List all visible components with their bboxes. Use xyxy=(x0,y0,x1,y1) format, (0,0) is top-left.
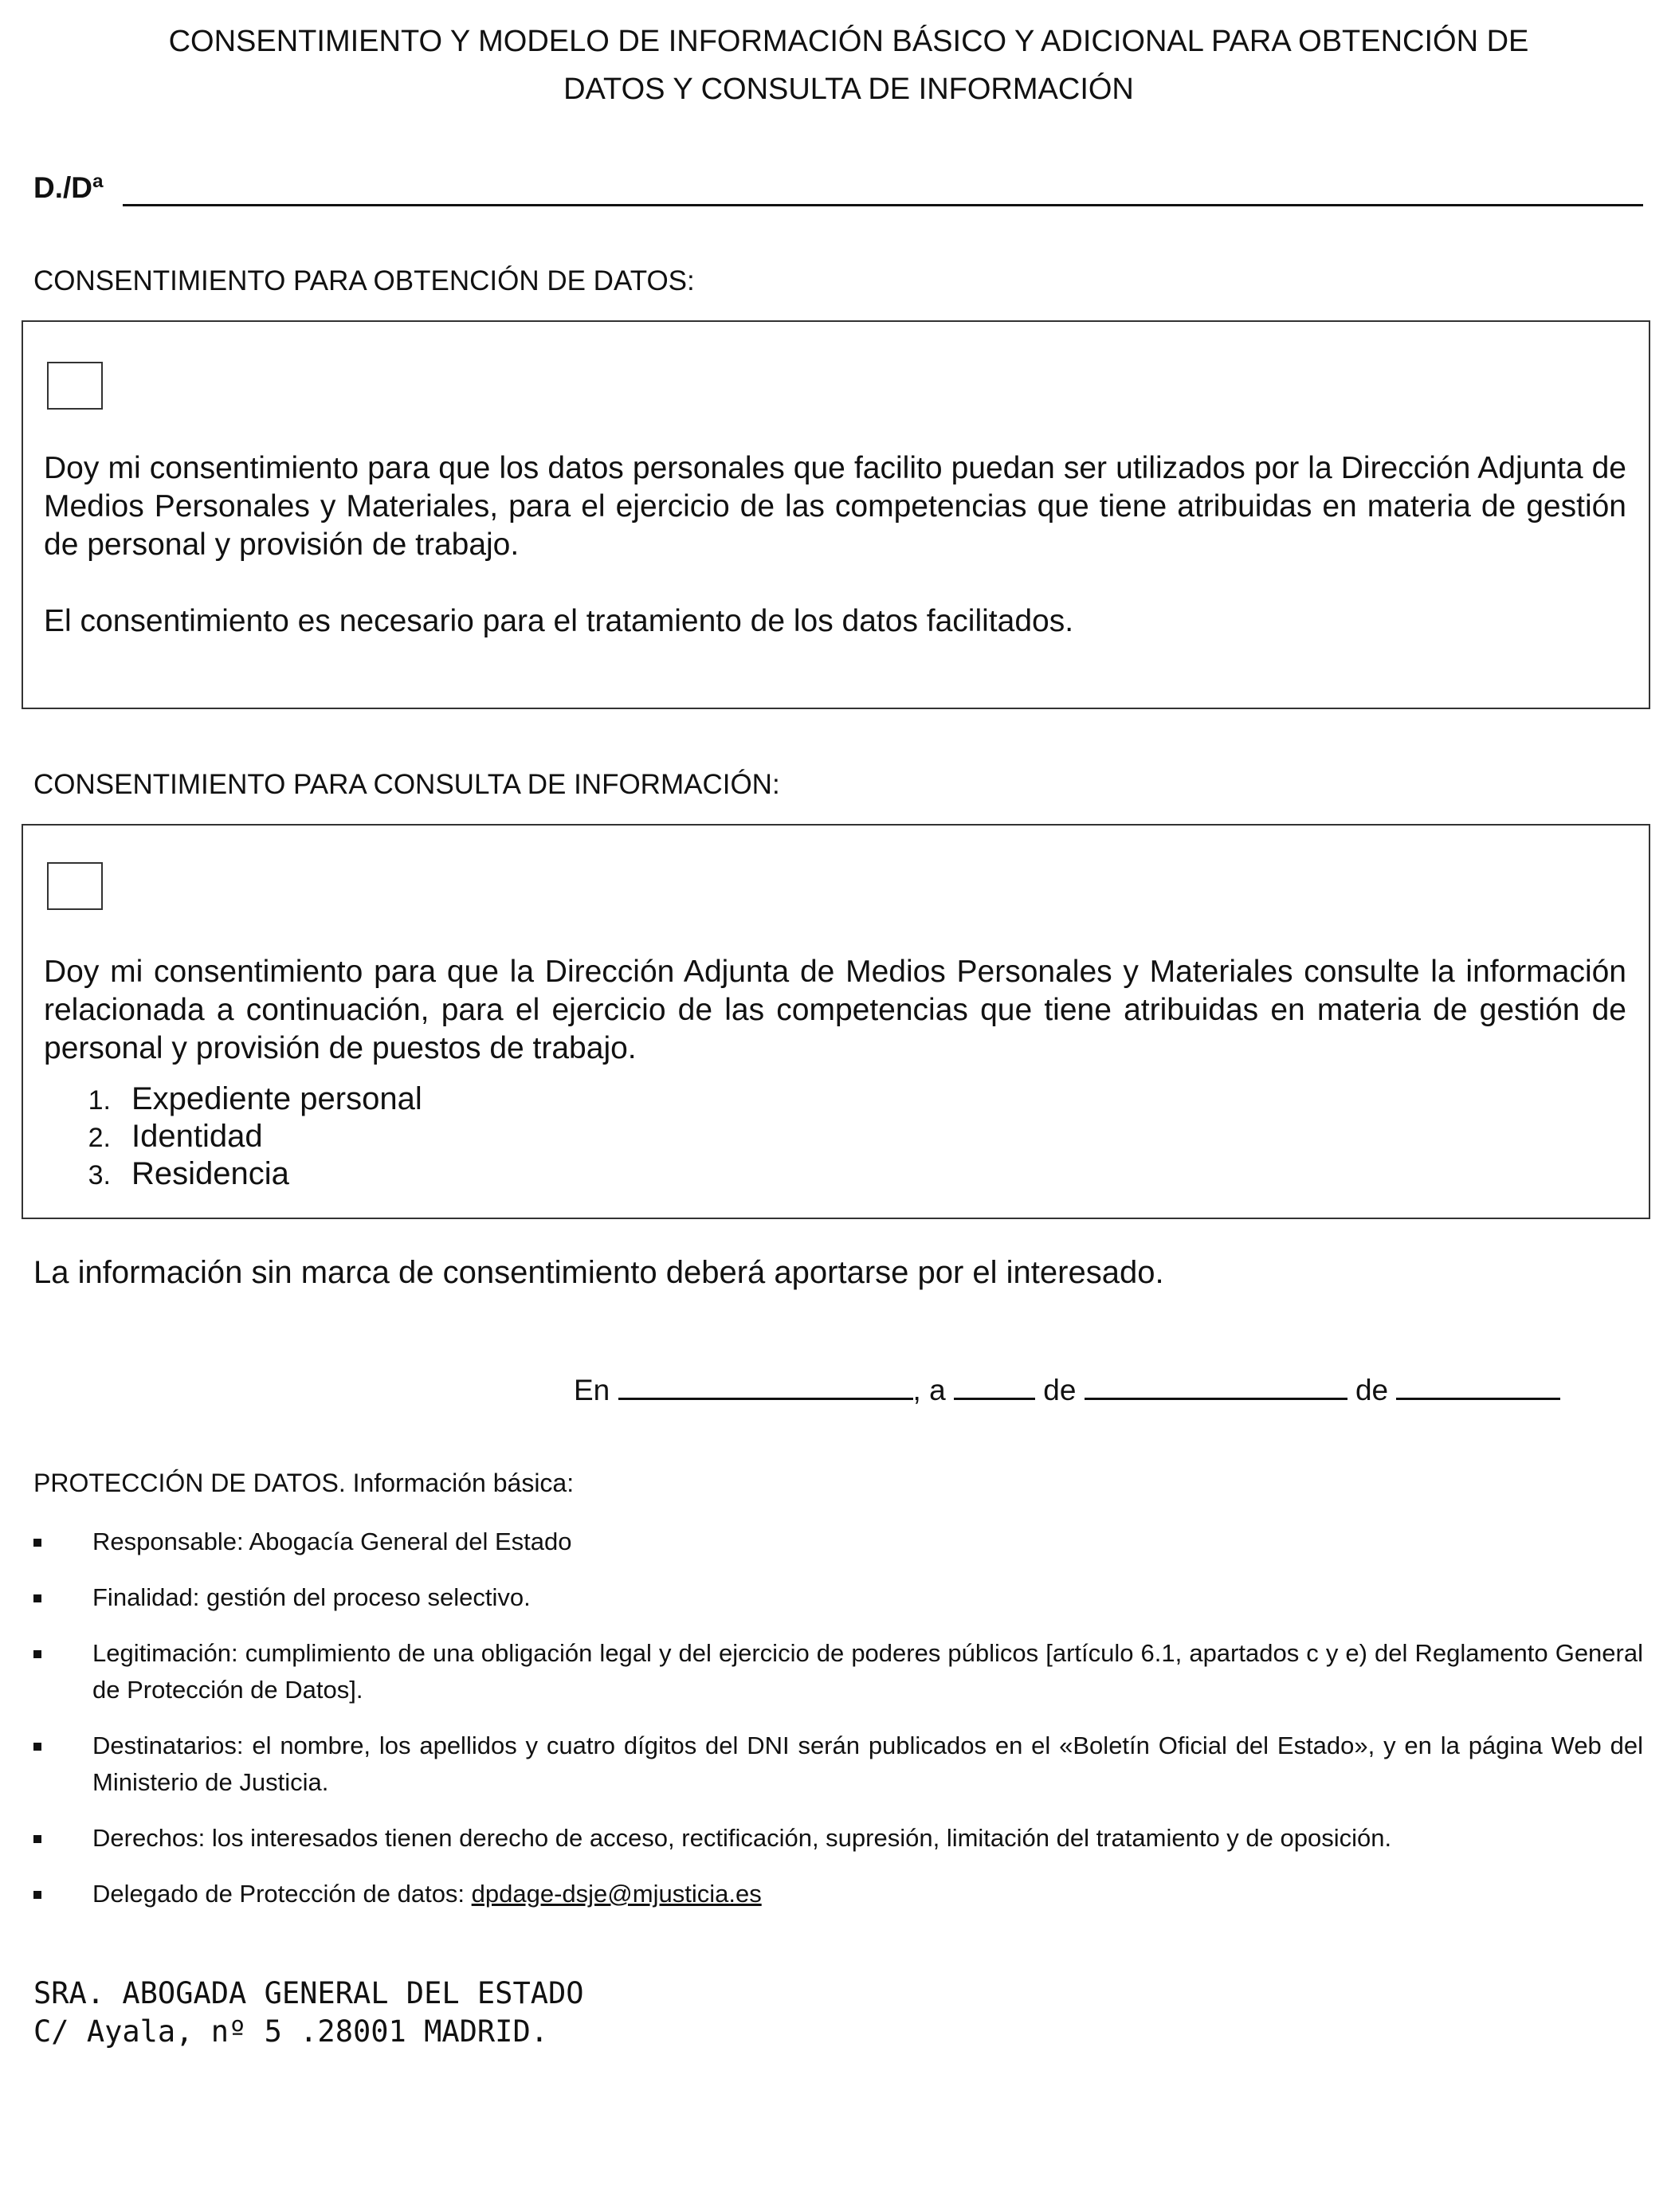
page-title-line-2: DATOS Y CONSULTA DE INFORMACIÓN xyxy=(563,73,1134,106)
consulta-consent-checkbox[interactable] xyxy=(47,862,103,910)
address-line-1: SRA. ABOGADA GENERAL DEL ESTADO xyxy=(33,1976,584,2010)
square-bullet-icon xyxy=(33,1835,41,1843)
name-field-input[interactable] xyxy=(123,204,1643,206)
delegate-label: Delegado de Protección de datos: xyxy=(92,1880,472,1908)
obtencion-consent-box xyxy=(22,320,1650,709)
square-bullet-icon xyxy=(33,1650,41,1658)
missing-consent-notice: La información sin marca de consentimiento deberá aportarse por el interesado. xyxy=(33,1255,1164,1290)
consulta-consent-paragraph: Doy mi consentimiento para que la Dirección Adjunta de Medios Personales y Materiales consulte la información relacionada a continuación, para el ejercicio de las competencias que tiene atribuidas en materia de gestión de personal y provisión de puestos de trabajo. xyxy=(44,955,1626,1065)
list-item-label: Residencia xyxy=(131,1156,289,1191)
square-bullet-icon xyxy=(33,1594,41,1602)
list-item-label: Expediente personal xyxy=(131,1081,422,1116)
list-item-number: 2. xyxy=(88,1123,111,1153)
day-blank-field[interactable] xyxy=(954,1371,1035,1400)
consulta-consent-box xyxy=(22,824,1650,1219)
data-protection-item-text: Responsable: Abogacía General del Estado xyxy=(92,1528,572,1555)
place-date-a-label: , a xyxy=(912,1374,946,1406)
year-blank-field[interactable] xyxy=(1396,1371,1560,1400)
obtencion-consent-checkbox[interactable] xyxy=(47,362,103,410)
delegate-email-link[interactable]: dpdage-dsje@mjusticia.es xyxy=(471,1880,762,1908)
data-protection-item-text: Derechos: los interesados tienen derecho de acceso, rectificación, supresión, limitación del tratamiento y de oposición. xyxy=(92,1824,1392,1852)
list-item xyxy=(44,1155,422,1193)
name-field-row xyxy=(33,166,1643,210)
name-field-label: D./Dª xyxy=(33,171,104,204)
data-protection-item-text: Finalidad: gestión del proceso selectivo. xyxy=(92,1583,531,1611)
month-blank-field[interactable] xyxy=(1085,1371,1347,1400)
consulta-items-list xyxy=(44,1081,422,1193)
obtencion-consent-paragraph: Doy mi consentimiento para que los datos personales que facilito puedan ser utilizados por la Dirección Adjunta de Medios Personales y Materiales, para el ejercicio de las competencias que tiene atribuidas en materia de gestión de personal y provisión de trabajo. xyxy=(44,451,1626,562)
place-date-en-label: En xyxy=(574,1374,610,1406)
list-item-label: Identidad xyxy=(131,1119,263,1154)
square-bullet-icon xyxy=(33,1743,41,1751)
data-protection-heading: PROTECCIÓN DE DATOS. Información básica: xyxy=(33,1469,575,1497)
place-date-de-label-2: de xyxy=(1355,1374,1389,1406)
list-item xyxy=(44,1118,422,1155)
data-protection-delegate xyxy=(92,1876,1643,1912)
obtencion-consent-note: El consentimiento es necesario para el tratamiento de los datos facilitados. xyxy=(44,604,1074,638)
obtencion-heading: CONSENTIMIENTO PARA OBTENCIÓN DE DATOS: xyxy=(33,265,695,296)
data-protection-item-text: Legitimación: cumplimiento de una obligación legal y del ejercicio de poderes públicos [artículo 6.1, apartados c y e) del Reglamento General de Protección de Datos]. xyxy=(92,1639,1643,1704)
page-title xyxy=(64,18,1634,113)
place-blank-field[interactable] xyxy=(618,1371,913,1400)
consulta-consent-text xyxy=(44,953,1626,1068)
place-date-line xyxy=(574,1371,1560,1410)
data-protection-item-text: Destinatarios: el nombre, los apellidos y cuatro dígitos del DNI serán publicados en el «Boletín Oficial del Estado», y en la página Web del Ministerio de Justicia. xyxy=(92,1732,1643,1796)
consulta-heading: CONSENTIMIENTO PARA CONSULTA DE INFORMACIÓN: xyxy=(33,769,780,800)
obtencion-consent-text xyxy=(44,449,1626,564)
place-date-de-label-1: de xyxy=(1043,1374,1077,1406)
square-bullet-icon xyxy=(33,1891,41,1899)
list-item-number: 1. xyxy=(88,1085,111,1116)
list-item xyxy=(44,1081,422,1118)
recipient-address xyxy=(33,1975,584,2051)
square-bullet-icon xyxy=(33,1539,41,1547)
list-item-number: 3. xyxy=(88,1160,111,1190)
page-title-line-1: CONSENTIMIENTO Y MODELO DE INFORMACIÓN BÁSICO Y ADICIONAL PARA OBTENCIÓN DE xyxy=(168,25,1529,58)
address-line-2: C/ Ayala, nº 5 .28001 MADRID. xyxy=(33,2014,549,2049)
